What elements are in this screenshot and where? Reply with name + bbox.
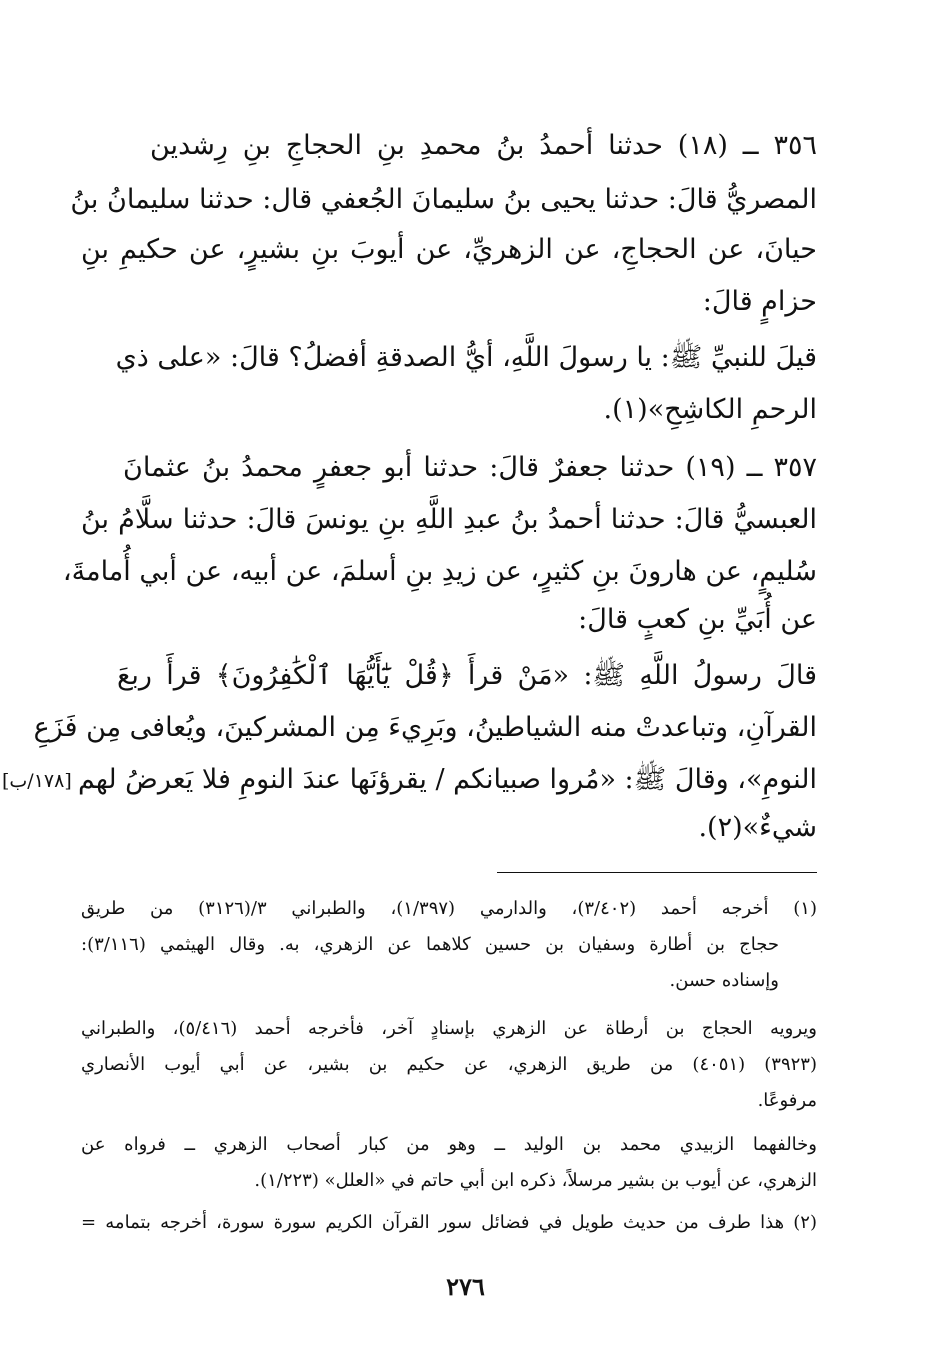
main-text-line-1: ٣٥٦ ــ (١٨) حدثنا أحمدُ بنُ محمدِ بنِ الحجاجِ بنِ رِشدين (150, 130, 817, 161)
main-text-line-5: قيلَ للنبيِّ ﷺ: يا رسولَ اللَّهِ، أيُّ الصدقةِ أفضلُ؟ قالَ: «على ذي (115, 342, 817, 373)
footnote-line-7: وخالفهما الزبيدي محمد بن الوليد ــ وهو من كبار أصحاب الزهري ــ فرواه عن (81, 1134, 817, 1155)
footnote-line-2: حجاج بن أطارة وسفيان بن حسين كلاهما عن الزهري، به. وقال الهيثمي (٣/١١٦): (81, 934, 779, 955)
footnote-line-9: (٢) هذا طرف من حديث طويل في فضائل سور القرآن الكريم سورة سورة، أخرجه بتمامه = (81, 1212, 817, 1233)
main-text-line-7: ٣٥٧ ــ (١٩) حدثنا جعفرٌ قالَ: حدثنا أبو جعفرٍ محمدُ بنُ عثمانَ (123, 452, 817, 483)
margin-folio-note: [١٧٨/ب] (2, 770, 72, 792)
main-text-line-11: قالَ رسولُ اللَّهِ ﷺ: «مَنْ قرأَ ﴿قُلْ يَٰٓأَيُّهَا ٱلْكَٰفِرُونَ﴾ قرأَ ربعَ (117, 660, 817, 691)
footnote-line-6: مرفوعًا. (757, 1090, 817, 1111)
main-text-line-9: سُليمٍ، عن هارونَ بنِ كثيرٍ، عن زيدِ بنِ أسلمَ، عن أبيه، عن أبي أُمامةَ، (62, 556, 817, 587)
footnote-line-4: ويرويه الحجاج بن أرطاة عن الزهري بإسنادٍ آخر، فأخرجه أحمد (٥/٤١٦)، والطبراني (81, 1018, 817, 1039)
main-text-line-12: القرآنِ، وتباعدتْ منه الشياطينُ، وبَرِيءَ مِن المشركينَ، ويُعافى مِن فَزَعِ (33, 712, 817, 743)
main-text-line-6: الرحمِ الكاشِحِ»(١). (603, 394, 817, 425)
main-text-line-10: عن أُبَيِّ بنِ كعبٍ قالَ: (578, 604, 817, 635)
page-number: ٢٧٦ (446, 1272, 485, 1301)
footnote-separator (497, 872, 817, 873)
main-text-line-14: شيءٌ»(٢). (698, 812, 817, 843)
footnote-line-1: (١) أخرجه أحمد (٣/٤٠٢)، والدارمي (١/٣٩٧)، والطبراني ٣/(٣١٢٦) من طريق (81, 898, 817, 919)
footnote-line-5: (٣٩٢٣) (٤٠٥١) من طريق الزهري، عن حكيم بن بشير، عن أبي أيوب الأنصاري (81, 1054, 817, 1075)
main-text-line-4: حزامٍ قالَ: (702, 286, 817, 317)
footnote-line-8: الزهري، عن أيوب بن بشير مرسلاً، ذكره ابن أبي حاتم في «العلل» (١/٢٢٣). (254, 1170, 817, 1191)
footnote-line-3: وإسناده حسن. (669, 970, 779, 991)
main-text-line-8: العبسيُّ قالَ: حدثنا أحمدُ بنُ عبدِ اللَّهِ بنِ يونسَ قالَ: حدثنا سلَّامُ بنُ (81, 504, 817, 535)
main-text-line-3: حيانَ، عن الحجاجِ، عن الزهريِّ، عن أيوبَ بنِ بشيرٍ، عن حكيمِ بنِ (81, 234, 817, 265)
main-text-line-2: المصريُّ قالَ: حدثنا يحيى بنُ سليمانَ الجُعفي قال: حدثنا سليمانُ بنُ (70, 184, 817, 215)
main-text-line-13: النومِ»، وقالَ ﷺ: «مُروا صبيانكم / يقرؤنَها عندَ النومِ فلا يَعرضُ لهم (77, 764, 817, 795)
